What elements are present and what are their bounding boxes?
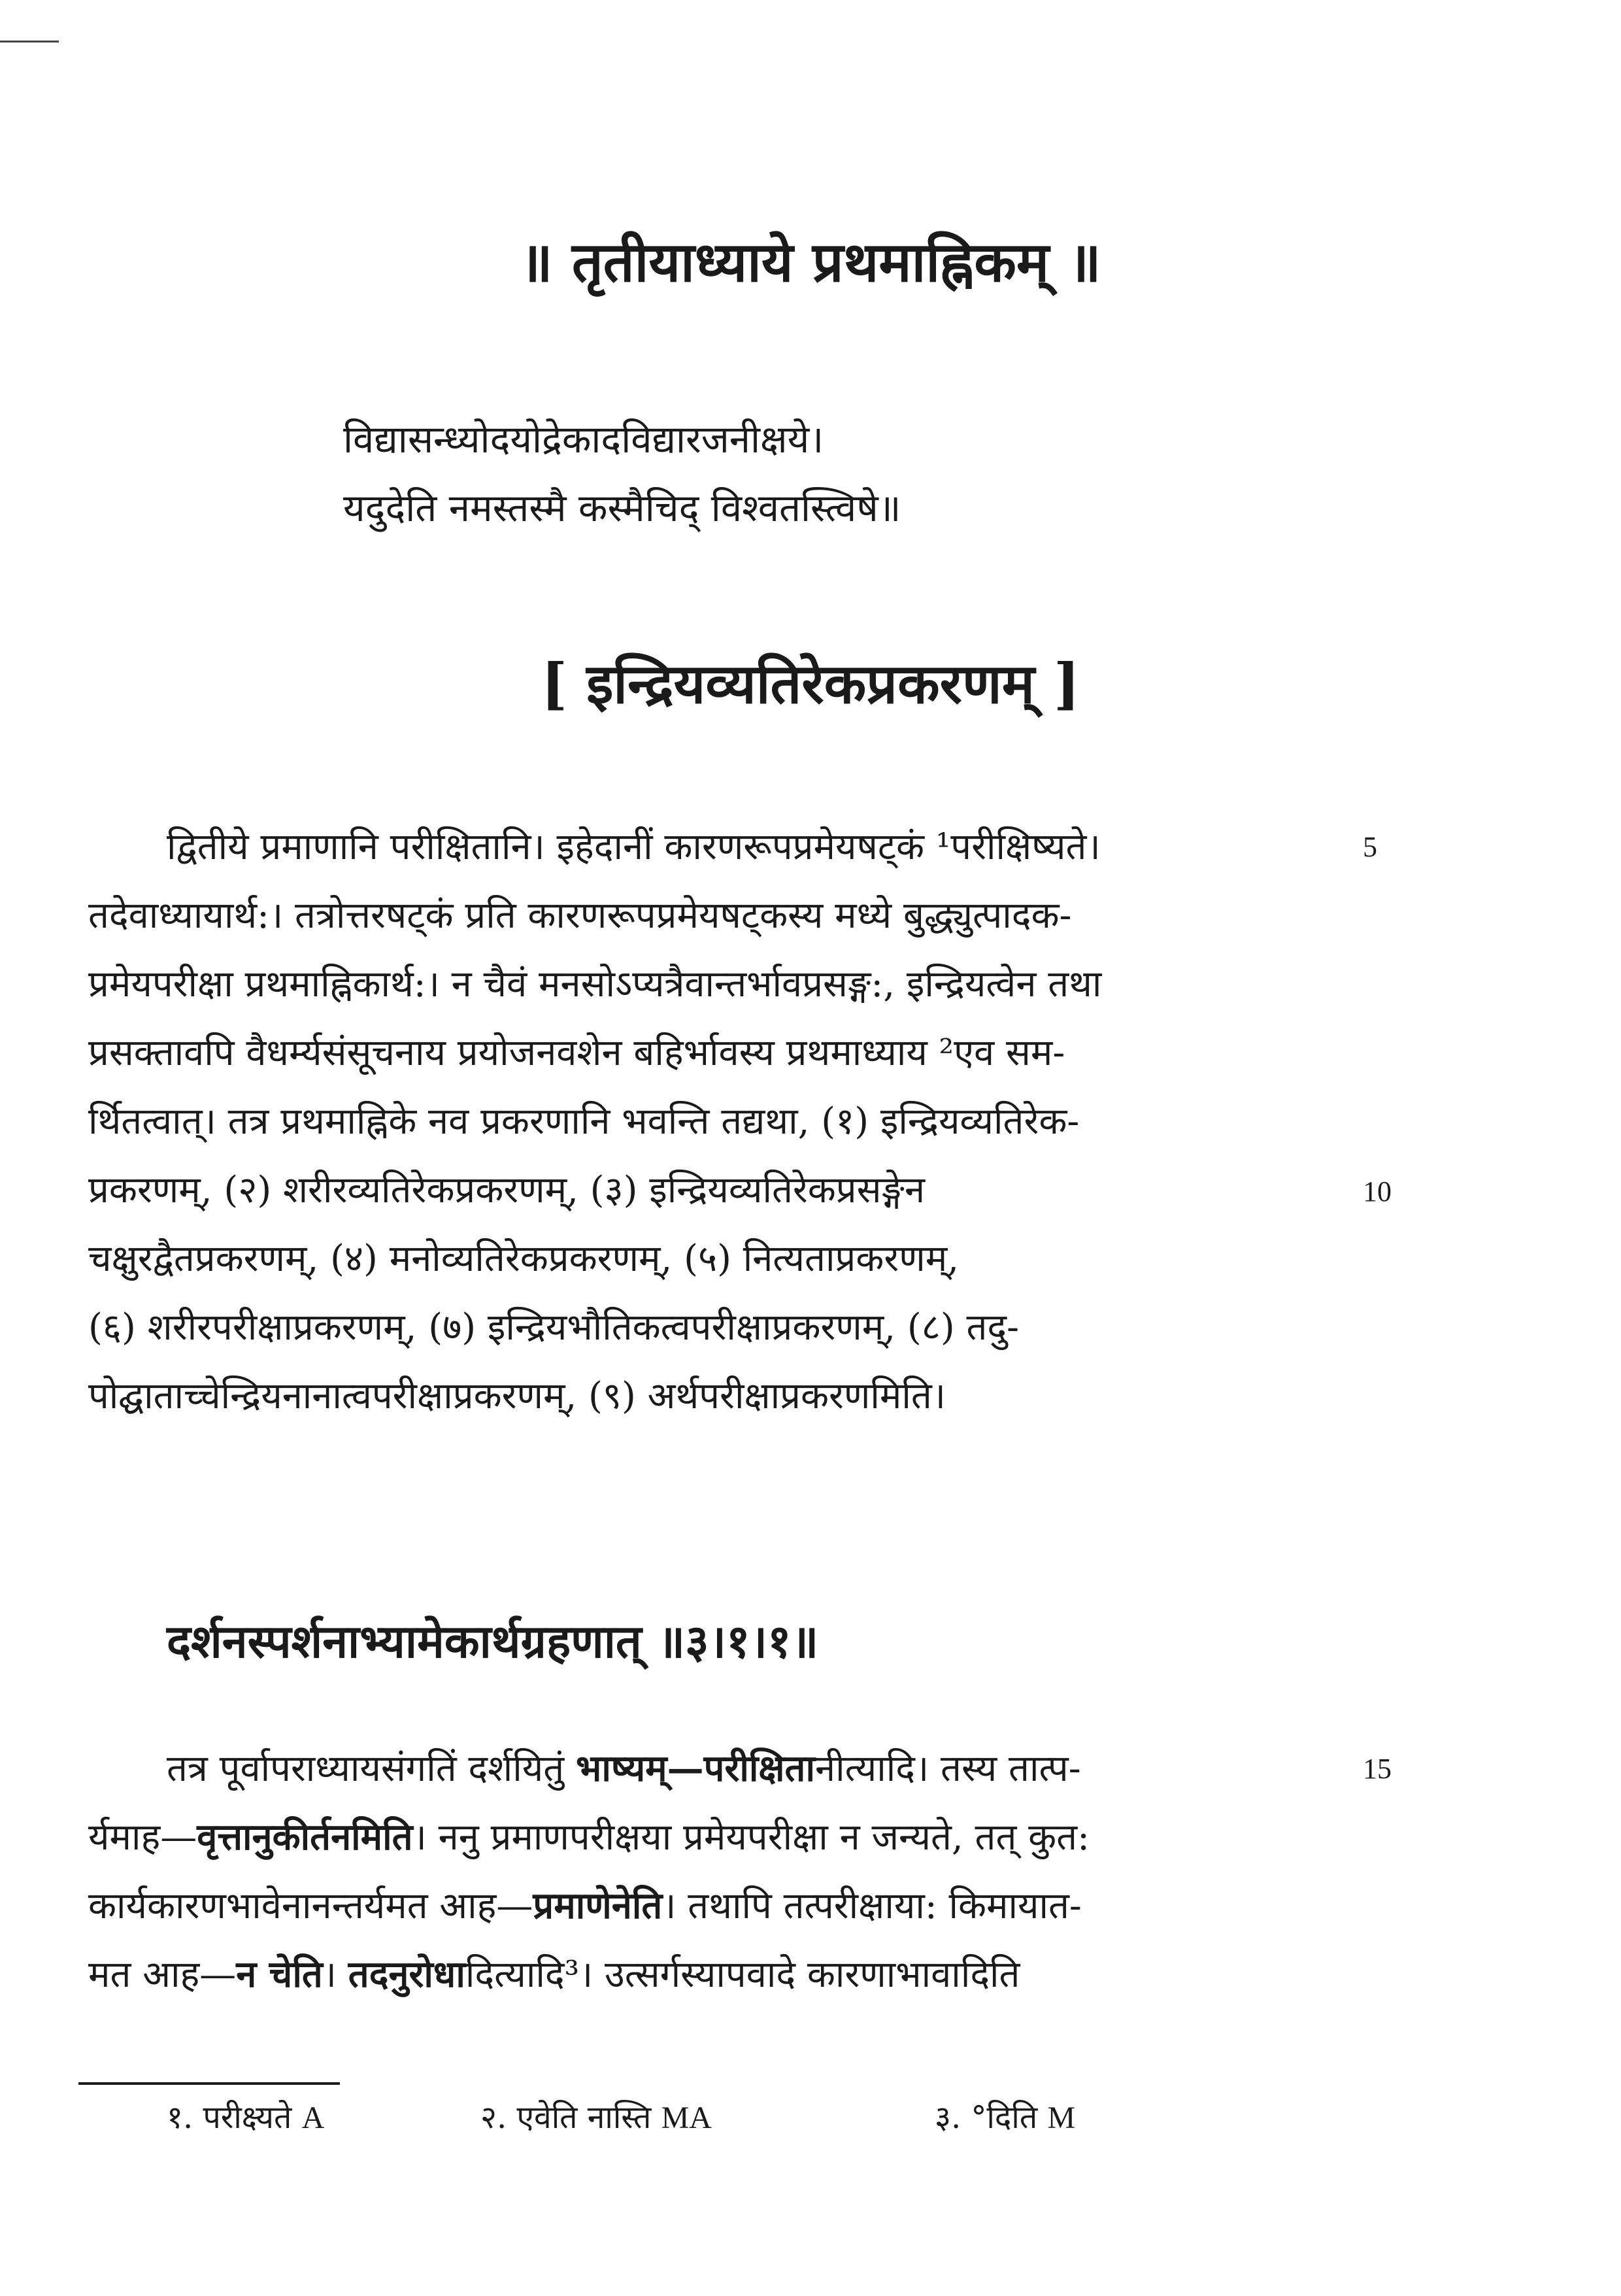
chapter-title: ॥ तृतीयाध्याये प्रथमाह्निकम् ॥ bbox=[520, 229, 1101, 294]
para2-line-4-sep: । bbox=[322, 1953, 348, 1996]
footnote-3 bbox=[935, 2095, 1075, 2138]
para2-line-2-rest: । ननु प्रमाणपरीक्षया प्रमेयपरीक्षा न जन्यते, तत् कुत: bbox=[412, 1816, 1090, 1859]
para2-line-1-rest: नीत्यादि। तस्य तात्प- bbox=[814, 1747, 1081, 1790]
para1-line-5: र्थितत्वात्। तत्र प्रथमाह्निके नव प्रकरणानि भवन्ति तद्यथा, (१) इन्द्रियव्यतिरेक- bbox=[88, 1100, 1080, 1143]
footnote-1 bbox=[167, 2095, 324, 2138]
scan-corner-mark bbox=[0, 41, 59, 42]
footnote-3-number: ३. bbox=[935, 2099, 961, 2136]
footnote-1-manuscript: A bbox=[301, 2101, 325, 2135]
invocation-verse-line-1: विद्यासन्ध्योदयोद्रेकादविद्यारजनीक्षये। bbox=[343, 417, 824, 462]
para2-line-1-text: तत्र पूर्वापराध्यायसंगतिं दर्शयितुं bbox=[167, 1747, 576, 1790]
line-number-15: 15 bbox=[1363, 1753, 1392, 1785]
footnote-rule bbox=[78, 2082, 340, 2085]
footnote-3-manuscript: M bbox=[1047, 2101, 1076, 2135]
invocation-verse-line-2: यदुदेति नमस्तस्मै कस्मैचिद् विश्वतस्त्विषे॥ bbox=[343, 486, 901, 530]
footnote-1-number: १. bbox=[167, 2099, 193, 2136]
footnote-2-text: एवेति नास्ति bbox=[516, 2099, 652, 2136]
line-number-10: 10 bbox=[1363, 1175, 1392, 1207]
para1-line-9: पोद्घाताच्चेन्द्रियनानात्वपरीक्षाप्रकरणम्, (९) अर्थपरीक्षाप्रकरणमिति। bbox=[88, 1375, 946, 1417]
para1-line-8: (६) शरीरपरीक्षाप्रकरणम्, (७) इन्द्रियभौतिकत्वपरीक्षाप्रकरणम्, (८) तदु- bbox=[88, 1306, 1020, 1349]
para2-line-2-text: र्यमाह— bbox=[88, 1816, 197, 1859]
para2-line-2 bbox=[88, 1811, 1343, 1861]
para2-line-3-text: कार्यकारणभावेनानन्तर्यमत आह— bbox=[88, 1885, 533, 1927]
footnote-2-number: २. bbox=[480, 2099, 507, 2136]
footnote-3-text: °दिति bbox=[971, 2099, 1038, 2136]
para2-line-4-bold-2: तदनुरोधा bbox=[348, 1953, 465, 1996]
sutra-heading: दर्शनस्पर्शनाभ्यामेकार्थग्रहणात् ॥३।१।१॥ bbox=[167, 1614, 819, 1668]
section-heading: [ इन्द्रियव्यतिरेकप्रकरणम् ] bbox=[541, 651, 1080, 716]
footnote-2-manuscript: MA bbox=[661, 2101, 712, 2135]
footnote-2 bbox=[480, 2095, 712, 2138]
para1-line-3: प्रमेयपरीक्षा प्रथमाह्निकार्थ:। न चैवं मनसोऽप्यत्रैवान्तर्भावप्रसङ्ग:, इन्द्रियत्वेन तथा bbox=[88, 963, 1102, 1005]
para2-line-4-bold-1: न चेति bbox=[236, 1953, 323, 1996]
para2-line-1-bold: भाष्यम्—परीक्षिता bbox=[575, 1747, 815, 1790]
line-number-5: 5 bbox=[1363, 831, 1377, 863]
para2-line-1 bbox=[167, 1742, 1343, 1792]
para2-line-3-rest: । तथापि तत्परीक्षाया: किमायात- bbox=[662, 1885, 1082, 1927]
para2-line-2-bold: वृत्तानुकीर्तनमिति bbox=[197, 1815, 413, 1859]
para1-line-7: चक्षुरद्वैतप्रकरणम्, (४) मनोव्यतिरेकप्रकरणम्, (५) नित्यताप्रकरणम्, bbox=[88, 1238, 959, 1280]
para2-line-3 bbox=[88, 1880, 1343, 1929]
para2-line-4-rest: दित्यादि³। उत्सर्गस्यापवादे कारणाभावादिति bbox=[465, 1953, 1020, 1996]
footnote-1-text: परीक्ष्यते bbox=[203, 2099, 292, 2136]
para1-line-6: प्रकरणम्, (२) शरीरव्यतिरेकप्रकरणम्, (३) इन्द्रियव्यतिरेकप्रसङ्गेन bbox=[88, 1169, 926, 1211]
para1-line-4: प्रसक्तावपि वैधर्म्यसंसूचनाय प्रयोजनवशेन बहिर्भावस्य प्रथमाध्याय ²एव सम- bbox=[88, 1032, 1065, 1074]
para2-line-3-bold: प्रमाणेनेति bbox=[533, 1884, 663, 1927]
para2-line-4-text: मत आह— bbox=[88, 1953, 237, 1996]
para1-line-1: द्वितीये प्रमाणानि परीक्षितानि। इहेदानीं कारणरूपप्रमेयषट्कं ¹परीक्षिष्यते। bbox=[167, 826, 1101, 868]
para2-line-4 bbox=[88, 1948, 1343, 1998]
para1-line-2: तदेवाध्यायार्थ:। तत्रोत्तरषट्कं प्रति कारणरूपप्रमेयषट्कस्य मध्ये बुद्ध्युत्पादक- bbox=[88, 894, 1072, 937]
